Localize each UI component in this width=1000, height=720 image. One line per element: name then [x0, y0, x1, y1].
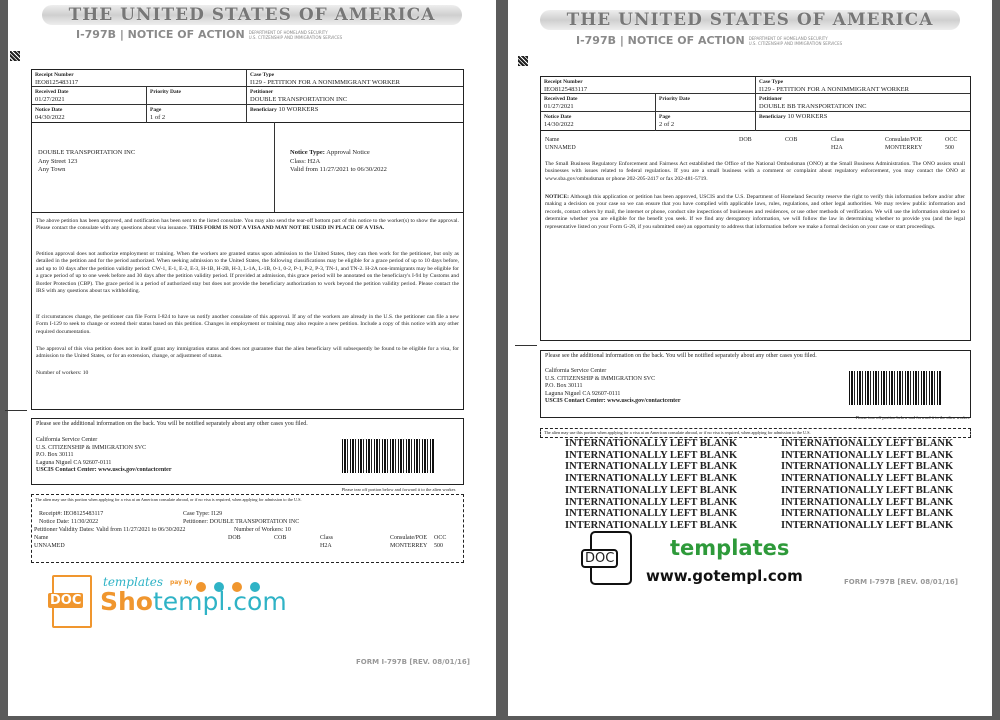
cell-consulate: MONTERREY [885, 145, 923, 151]
cell-consulate: MONTERREY [390, 543, 428, 549]
case-type: I129 - PETITION FOR A NONIMMIGRANT WORKER [759, 86, 909, 93]
received-date: 01/27/2021 [544, 103, 574, 110]
brand-part-a: Sho [100, 587, 153, 616]
details-box [540, 130, 971, 341]
case-table [540, 76, 971, 131]
alien-note: The alien may use this portion when applying for a visa at an American consulate abroad, or if no visa is required, when applying for admission to the U.S. [544, 430, 811, 435]
page-label: Page [150, 107, 162, 113]
pay-by-label: pay by [170, 579, 193, 586]
cell-class: H2A [831, 145, 843, 151]
validity: Valid from 11/27/2021 to 06/30/2022 [290, 166, 387, 173]
alien-note: The alien may use this portion when applying for a visa at an American consulate abroad, or if no visa is required, when applying for admission to the U.S. [35, 497, 302, 502]
tear-off-section [540, 428, 971, 438]
form-title: I-797B | NOTICE OF ACTION DEPARTMENT OF HOMELAND SECURITY U.S. CITIZENSHIP AND IMMIGRATION SERVICES [76, 28, 343, 41]
blank-line: INTERNATIONALLY LEFT BLANK [565, 519, 738, 531]
class: Class: H2A [290, 157, 321, 165]
tearoff-case-type: Case Type: I129 [183, 511, 223, 517]
tearoff-validity: Petitioner Validity Dates: Valid from 11/27/2021 to 06/30/2022 [34, 527, 186, 533]
service-line: Laguna Niguel CA 92607-0111 [36, 459, 112, 466]
page-1 [8, 0, 496, 716]
beneficiary: 10 WORKERS [278, 106, 319, 113]
paragraph: The approval of this visa petition does not in itself grant any immigration status and does not guarantee that the alien beneficiary will subsequently be found to be eligible for a visa, for admission to the United States, or for an extension, change, or adjustment of status. [36, 346, 459, 360]
paragraph: The above petition has been approved, and notification has been sent to the listed consulate. You may also send the tear-off bottom part of this notice to the worker(s) to show the approval. Please contact the consulate with any questions about visa issuance. [36, 218, 459, 232]
service-line: Laguna Niguel CA 92607-0111 [545, 390, 621, 397]
tearoff-workers: Number of Workers: 10 [234, 527, 291, 533]
col-cob: COB [274, 535, 287, 541]
address-line: DOUBLE TRANSPORTATION INC [38, 149, 136, 156]
priority-label: Priority Date [659, 96, 690, 102]
notice-date-label: Notice Date [544, 114, 572, 120]
address-box [31, 122, 464, 213]
paragraph: Petition approval does not authorize employment or training. When the workers are granted status upon admission to the United States, they can then work for the petitioner, but only as detailed in the petition and for the period authorized. When seeking admission to the United States, the following classifications may be eligible for a grace period of up to 10 days before, and up to 10 days after the petition validity period: CW-1, E-1, E-2, E-3, H-1B, H-2B, H-3, L-1A, L-1B, 0-1, 0-2, P-1, P-2, P-3, TN-1, and TN-2. H-2A non-immigrants may be eligible for a grace period of up to one week before and 30 days after the petition validity period. If provided at admission, this grace period will be annotated on the beneficiary's I-94 by Customs and Border Protection (CBP). The grace period is a period of authorized stay but does not provide the beneficiary authorization to work beyond the petition validity period. Please contact the IRS with any questions about tax withholding. [36, 251, 459, 295]
paragraph: If circumstances change, the petitioner can file Form I-824 to have us notify another consulate of this approval. If any of the workers are already in the U.S. the petitioner can file a new Form I-129 to seek to change or extend their status based on this petition. Changes in employment or training may also require a new petition. Include a copy of this notice with any other required documentation. [36, 314, 459, 335]
tearoff-petitioner: Petitioner: DOUBLE TRANSPORTATION INC [183, 519, 300, 525]
banner: THE UNITED STATES OF AMERICA [540, 10, 960, 30]
petitioner-label: Petitioner [759, 96, 783, 102]
tear-off-note: Please tear off portion below and forward it to the alien worker. [341, 487, 456, 492]
received-label: Received Date [544, 96, 578, 102]
address-line: Any Town [38, 166, 66, 173]
receipt-number: IEO8125483117 [544, 86, 588, 93]
beneficiary-label: Beneficiary [250, 107, 277, 113]
barcode [342, 439, 434, 473]
blank-line: INTERNATIONALLY LEFT BLANK [565, 461, 738, 473]
templates-script: templates [103, 575, 164, 589]
left-blank-column [565, 438, 737, 532]
ombudsman-paragraph: The Small Business Regulatory Enforcement and Fairness Act established the Office of the National Ombudsman (ONO) at the Small Business Administration. The ONO assists small businesses with issues related to federal regulations. If you are a small business with a comment or complaint about regulatory enforcement, you may contact the ONO at www.sba.gov/ombudsman or phone 202-205-2417 or fax 202-481-5719. [545, 161, 965, 182]
blank-line: INTERNATIONALLY LEFT BLANK [781, 473, 954, 485]
barcode [849, 371, 941, 405]
doc-label: DOC [581, 549, 618, 568]
not-a-visa-warning: THIS FORM IS NOT A VISA AND MAY NOT BE USED IN PLACE OF A VISA. [189, 225, 385, 232]
form-label: FORM I-797B [REV. 08/01/16] [844, 578, 958, 586]
service-line: P.O. Box 30111 [545, 383, 583, 390]
service-line: California Service Center [545, 368, 607, 374]
notice-date: 04/30/2022 [35, 114, 65, 121]
service-line: California Service Center [36, 437, 98, 443]
service-center-box [540, 350, 971, 418]
blank-line: INTERNATIONALLY LEFT BLANK [781, 461, 954, 473]
page-label: Page [659, 114, 671, 120]
templates-title: templates [670, 536, 790, 560]
page-2 [508, 0, 992, 716]
cell-occ: 500 [945, 145, 954, 151]
worker-table [545, 137, 965, 153]
petitioner-label: Petitioner [250, 89, 274, 95]
tearoff-receipt: Receipt#: IEO8125483117 [39, 511, 104, 517]
col-occ: OCC [945, 137, 958, 143]
form-title: I-797B | NOTICE OF ACTION DEPARTMENT OF HOMELAND SECURITY U.S. CITIZENSHIP AND IMMIGRATION SERVICES [576, 34, 843, 47]
address-line: Any Street 123 [38, 157, 78, 165]
received-label: Received Date [35, 89, 69, 95]
worker-table [34, 535, 447, 551]
cell-name: UNNAMED [545, 145, 576, 151]
contact-center-link[interactable]: USCIS Contact Center: www.uscis.gov/contactcenter [36, 467, 172, 474]
notice-paragraph: Although this application or petition has been approved, USCIS and the U.S. Department of Homeland Security reserve the right to verify this information before and/or after making a decision on your case so we can ensure that you have complied with applicable laws, rules, regulations, and other legal authorities. We may review public information and records, contact others by mail, the internet or phone, conduct site inspections of businesses and residences, or use other methods of verification. We will use the information obtained to determine whether you are eligible for the benefit you seek. If we find any derogatory information, we will follow the law in determining whether to provide you (and the legal representative listed on your Form G-28, if you submitted one) an opportunity to address that information before we make a formal decision on your case or start proceedings. [545, 194, 965, 230]
case-type-label: Case Type [759, 79, 784, 85]
brand-part-b: templ.com [152, 587, 287, 616]
col-dob: DOB [228, 535, 241, 541]
blank-line: INTERNATIONALLY LEFT BLANK [565, 484, 738, 496]
page-number: 1 of 2 [150, 114, 166, 121]
notice-type: Approval Notice [326, 149, 370, 156]
number-of-workers: Number of workers: 10 [36, 370, 89, 376]
blank-line: INTERNATIONALLY LEFT BLANK [781, 519, 954, 531]
service-line: P.O. Box 30111 [36, 452, 74, 459]
cell-occ: 500 [434, 543, 443, 549]
receipt-number: IEO8125483117 [35, 79, 79, 86]
notice-date-label: Notice Date [35, 107, 63, 113]
col-name: Name [545, 137, 560, 143]
blank-line: INTERNATIONALLY LEFT BLANK [781, 484, 954, 496]
case-type: I129 - PETITION FOR A NONIMMIGRANT WORKER [250, 79, 400, 86]
col-dob: DOB [739, 137, 752, 143]
blank-line: INTERNATIONALLY LEFT BLANK [565, 438, 738, 449]
tear-off-section [31, 494, 464, 563]
tear-off-note: Please tear off portion below and forward it to the alien worker. [855, 415, 970, 420]
case-type-label: Case Type [250, 72, 275, 78]
service-center-box [31, 418, 464, 485]
contact-center-link[interactable]: USCIS Contact Center: www.uscis.gov/contactcenter [545, 398, 681, 405]
blank-line: INTERNATIONALLY LEFT BLANK [565, 449, 738, 461]
notice-type-label: Notice Type: [290, 149, 325, 156]
form-label: FORM I-797B [REV. 08/01/16] [356, 658, 470, 666]
received-date: 01/27/2021 [35, 96, 65, 103]
col-occ: OCC [434, 535, 447, 541]
blank-line: INTERNATIONALLY LEFT BLANK [781, 449, 954, 461]
col-class: Class [831, 137, 845, 143]
banner: THE UNITED STATES OF AMERICA [42, 5, 462, 25]
beneficiary: 10 WORKERS [787, 113, 828, 120]
col-name: Name [34, 535, 49, 541]
blank-line: INTERNATIONALLY LEFT BLANK [565, 496, 738, 508]
case-table [31, 69, 464, 123]
blank-line: INTERNATIONALLY LEFT BLANK [781, 496, 954, 508]
page-number: 2 of 2 [659, 121, 675, 128]
receipt-label: Receipt Number [35, 72, 74, 78]
blank-line: INTERNATIONALLY LEFT BLANK [781, 438, 954, 449]
additional-info-note: Please see the additional information on the back. You will be notified separately about any other cases you filed. [545, 353, 817, 359]
qr-code [10, 51, 20, 61]
shotempl-watermark [48, 573, 328, 633]
service-line: U.S. CITIZENSHIP & IMMIGRATION SVC [545, 375, 656, 382]
qr-code [518, 56, 528, 66]
cell-name: UNNAMED [34, 543, 65, 549]
receipt-label: Receipt Number [544, 79, 583, 85]
gotempl-url: www.gotempl.com [646, 567, 803, 585]
petitioner: DOUBLE BB TRANSPORTATION INC [759, 103, 867, 110]
priority-label: Priority Date [150, 89, 181, 95]
additional-info-note: Please see the additional information on the back. You will be notified separately about any other cases you filed. [36, 421, 308, 427]
tearoff-notice-date: Notice Date: 11/30/2022 [39, 519, 99, 525]
approval-text-box [31, 212, 464, 410]
col-cob: COB [785, 137, 798, 143]
gotempl-watermark [578, 530, 838, 590]
petitioner: DOUBLE TRANSPORTATION INC [250, 96, 348, 103]
cell-class: H2A [320, 543, 332, 549]
col-consulate: Consulate/POE [390, 535, 427, 541]
blank-line: INTERNATIONALLY LEFT BLANK [565, 508, 738, 520]
col-class: Class [320, 535, 334, 541]
beneficiary-label: Beneficiary [759, 114, 786, 120]
right-blank-column [781, 438, 953, 532]
notice-date: 14/30/2022 [544, 121, 574, 128]
doc-label: DOC [50, 593, 82, 608]
notice-label: NOTICE: [545, 194, 569, 200]
col-consulate: Consulate/POE [885, 137, 922, 143]
blank-line: INTERNATIONALLY LEFT BLANK [781, 508, 954, 520]
blank-line: INTERNATIONALLY LEFT BLANK [565, 473, 738, 485]
service-line: U.S. CITIZENSHIP & IMMIGRATION SVC [36, 444, 147, 451]
